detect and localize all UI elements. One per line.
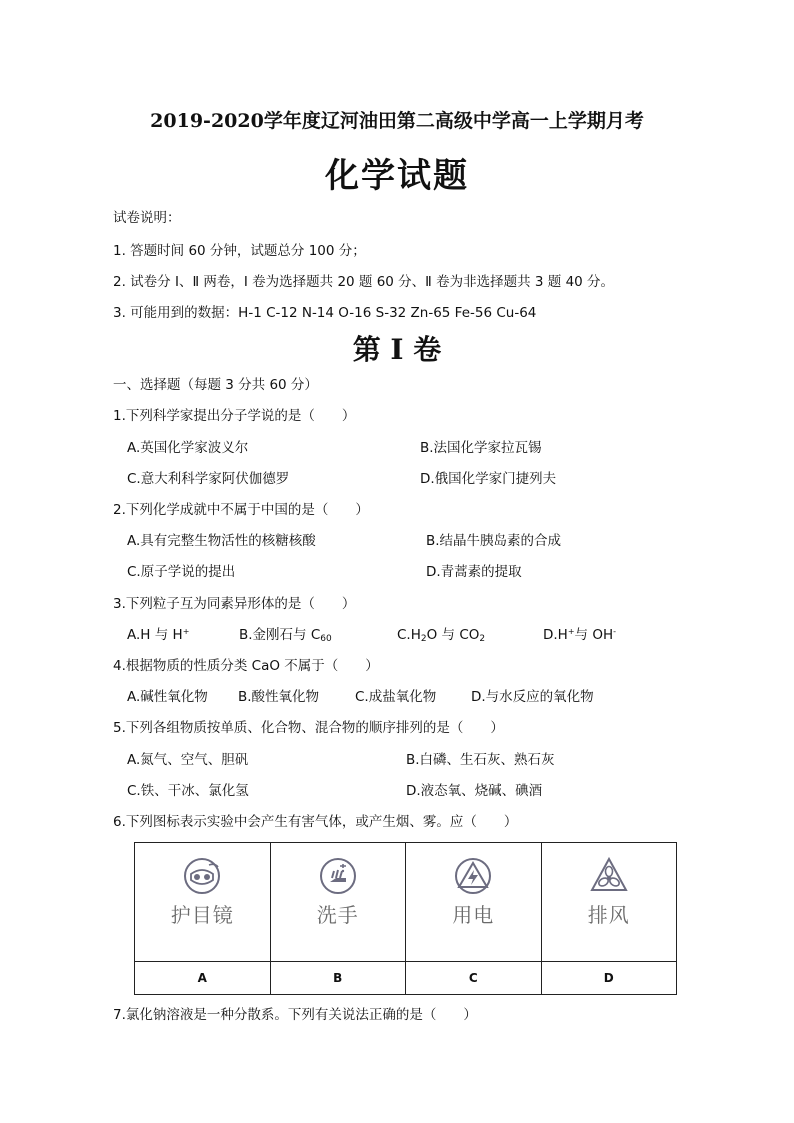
- exam-subtitle: 2019-2020学年度辽河油田第二高级中学高一上学期月考: [150, 110, 644, 132]
- subscript: 2: [420, 634, 427, 644]
- option-text: D.H: [543, 627, 568, 643]
- option-a: A.英国化学家波义尔: [127, 440, 249, 456]
- icon-letter: D: [541, 962, 677, 995]
- option-c: C.原子学说的提出: [127, 564, 236, 580]
- icon-label: 洗手: [316, 903, 359, 927]
- option-c: C.铁、干冰、氯化氢: [127, 783, 249, 799]
- option-d: D.与水反应的氧化物: [471, 689, 594, 705]
- subscript: 60: [320, 634, 332, 644]
- option-c: C.意大利科学家阿伏伽德罗: [127, 471, 290, 487]
- charge-superscript: +: [567, 627, 575, 636]
- question-stem: 5.下列各组物质按单质、化合物、混合物的顺序排列的是（ ）: [113, 720, 504, 736]
- option-c: C.成盐氧化物: [355, 689, 437, 705]
- icon-letter: A: [135, 962, 271, 995]
- instruction-item: 2. 试卷分 Ⅰ、Ⅱ 两卷，Ⅰ 卷为选择题共 20 题 60 分、Ⅱ 卷为非选择题共 3 题 40 分。: [113, 274, 615, 290]
- option-c: [397, 623, 485, 644]
- charge-superscript: +: [182, 627, 190, 636]
- option-text: O 与 CO: [426, 627, 480, 643]
- option-a: A.氮气、空气、胆矾: [127, 752, 249, 768]
- icon-letter: C: [406, 962, 542, 995]
- icon-cell-d: [541, 843, 677, 962]
- option-b: B.白磷、生石灰、熟石灰: [406, 752, 555, 768]
- question-stem: 1.下列科学家提出分子学说的是（ ）: [113, 408, 356, 424]
- icon-letter: B: [270, 962, 406, 995]
- option-b: B.法国化学家拉瓦锡: [420, 440, 542, 456]
- question-stem: 3.下列粒子互为同素异形体的是（ ）: [113, 596, 356, 612]
- option-d: D.俄国化学家门捷列夫: [420, 471, 557, 487]
- option-d: [543, 623, 616, 643]
- question-stem: 4.根据物质的性质分类 CaO 不属于（ ）: [113, 658, 379, 674]
- option-text: A.H 与 H: [127, 627, 183, 643]
- icon-cell-c: [406, 843, 542, 962]
- fan-icon: [589, 856, 629, 896]
- option-a: [127, 623, 189, 643]
- question-stem: 2.下列化学成就中不属于中国的是（ ）: [113, 502, 369, 518]
- icon-label: 用电: [452, 903, 495, 927]
- question-stem: 6.下列图标表示实验中会产生有害气体，或产生烟、雾。应（ ）: [113, 814, 518, 830]
- volume-title: 第 Ⅰ 卷: [352, 333, 442, 366]
- hand-wash-icon: [318, 856, 358, 896]
- instruction-item: 3. 可能用到的数据：H-1 C-12 N-14 O-16 S-32 Zn-65 Fe-56 Cu-64: [113, 305, 537, 321]
- section-title: 一、选择题（每题 3 分共 60 分）: [113, 377, 318, 393]
- exam-title: 化学试题: [325, 156, 469, 196]
- option-text: B.金刚石与 C: [239, 627, 321, 643]
- option-b: B.结晶牛胰岛素的合成: [426, 533, 562, 549]
- goggles-icon: [182, 856, 222, 896]
- icon-cell-a: [135, 843, 271, 962]
- electricity-icon: [453, 856, 493, 896]
- instructions-heading: 试卷说明：: [113, 210, 181, 226]
- option-d: D.青蒿素的提取: [426, 564, 522, 580]
- instruction-item: 1. 答题时间 60 分钟，试题总分 100 分；: [113, 243, 366, 259]
- option-a: A.具有完整生物活性的核糖核酸: [127, 533, 316, 549]
- safety-icon-table: [134, 842, 677, 995]
- option-a: A.碱性氧化物: [127, 689, 208, 705]
- option-d: D.液态氧、烧碱、碘酒: [406, 783, 543, 799]
- charge-superscript: -: [613, 627, 617, 636]
- icon-label: 护目镜: [170, 903, 234, 927]
- option-text: 与 OH: [574, 627, 614, 643]
- subscript: 2: [479, 634, 486, 644]
- icon-cell-b: [270, 843, 406, 962]
- question-stem: 7.氯化钠溶液是一种分散系。下列有关说法正确的是（ ）: [113, 1007, 477, 1023]
- option-b: [239, 623, 332, 644]
- option-text: C.H: [397, 627, 421, 643]
- option-b: B.酸性氧化物: [238, 689, 320, 705]
- icon-label: 排风: [587, 903, 630, 927]
